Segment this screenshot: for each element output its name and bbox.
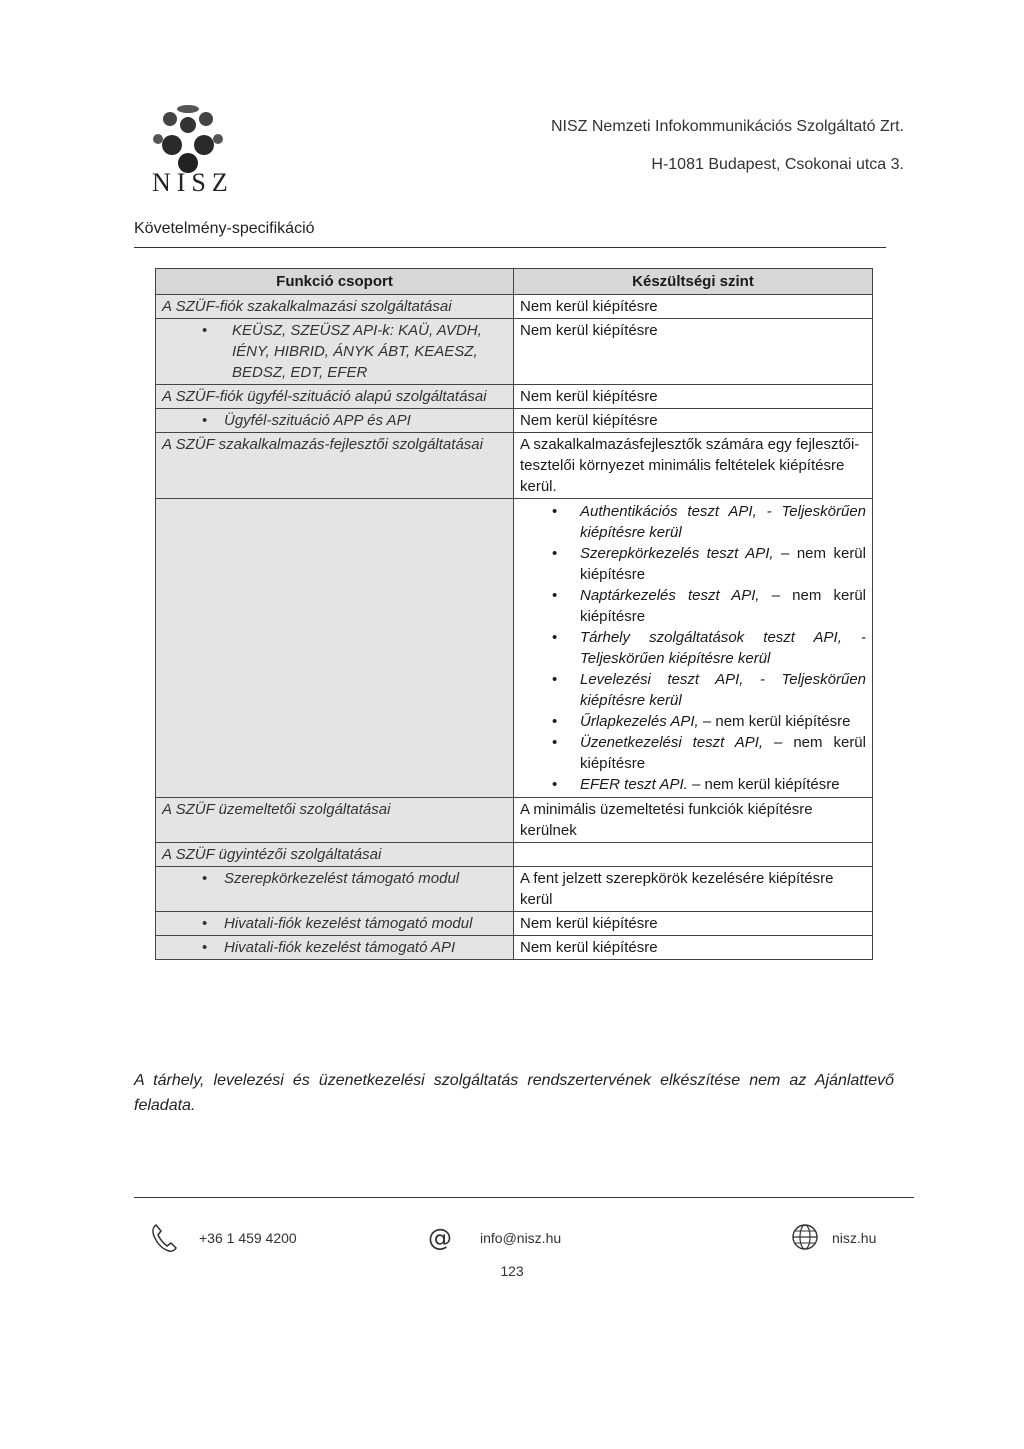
row-label: A SZÜF üzemeltetői szolgáltatásai	[156, 798, 514, 843]
table-row	[156, 319, 873, 385]
list-item: • Naptárkezelés teszt API, – nem kerül kiépítésre	[520, 585, 866, 627]
list-item: • Űrlapkezelés API, – nem kerül kiépítésre	[520, 711, 866, 732]
row-label	[156, 409, 514, 433]
table-row	[156, 295, 873, 319]
list-item: • Tárhely szolgáltatások teszt API, - Teljeskörűen kiépítésre kerül	[520, 627, 866, 669]
table-row	[156, 843, 873, 867]
table-row	[156, 798, 873, 843]
table-row	[156, 499, 873, 798]
footnote-text: A tárhely, levelezési és üzenetkezelési szolgáltatás rendszertervének elkészítése nem az Ajánlattevő feladata.	[134, 1072, 894, 1114]
list-item: • EFER teszt API. – nem kerül kiépítésre	[520, 774, 866, 795]
list-item: • Authentikációs teszt API, - Teljeskörűen kiépítésre kerül	[520, 501, 866, 543]
row-status: A minimális üzemeltetési funkciók kiépítésre kerülnek	[514, 798, 873, 843]
table-header-row	[156, 269, 873, 295]
row-label-empty	[156, 499, 514, 798]
list-item: • Levelezési teszt API, - Teljeskörűen kiépítésre kerül	[520, 669, 866, 711]
row-label	[156, 867, 514, 912]
row-label: A SZÜF-fiók szakalkalmazási szolgáltatásai	[156, 295, 514, 319]
organization-name: NISZ Nemzeti Infokommunikációs Szolgáltató Zrt.	[550, 118, 904, 135]
footer-phone[interactable]: +36 1 459 4200	[199, 1230, 297, 1246]
table-row	[156, 936, 873, 960]
row-label-bullet: • KEÜSZ, SZEÜSZ API-k: KAÜ, AVDH, IÉNY, HIBRID, ÁNYK ÁBT, KEAESZ, BEDSZ, EDT, EFER	[162, 320, 507, 383]
row-status: Nem kerül kiépítésre	[514, 385, 873, 409]
row-status: A szakalkalmazásfejlesztők számára egy fejlesztői-tesztelői környezet minimális feltételek kiépítésre kerül.	[514, 433, 873, 499]
row-status-empty	[514, 843, 873, 867]
footer-email[interactable]: info@nisz.hu	[480, 1230, 562, 1246]
table-row	[156, 867, 873, 912]
footer-website[interactable]: nisz.hu	[832, 1230, 877, 1246]
at-icon: @	[428, 1224, 452, 1252]
column-header-function-group: Funkció csoport	[156, 269, 514, 295]
row-status-list	[514, 499, 873, 798]
row-label-bullet: • Hivatali-fiók kezelést támogató API	[162, 937, 507, 958]
table-row	[156, 433, 873, 499]
row-status: Nem kerül kiépítésre	[514, 295, 873, 319]
row-label: A SZÜF szakalkalmazás-fejlesztői szolgáltatásai	[156, 433, 514, 499]
page-number: 123	[500, 1263, 524, 1279]
row-status: Nem kerül kiépítésre	[514, 409, 873, 433]
row-status: Nem kerül kiépítésre	[514, 319, 873, 385]
row-label-bullet: • Ügyfél-szituáció APP és API	[162, 410, 507, 431]
list-item: • Üzenetkezelési teszt API, – nem kerül kiépítésre	[520, 732, 866, 774]
row-label-bullet: • Hivatali-fiók kezelést támogató modul	[162, 913, 507, 934]
table-row	[156, 409, 873, 433]
table-row	[156, 385, 873, 409]
spec-table	[155, 268, 873, 960]
row-label: A SZÜF-fiók ügyfél-szituáció alapú szolgáltatásai	[156, 385, 514, 409]
row-label	[156, 319, 514, 385]
row-label	[156, 936, 514, 960]
header-divider	[134, 247, 886, 248]
row-status: A fent jelzett szerepkörök kezelésére kiépítésre kerül	[514, 867, 873, 912]
table-row	[156, 912, 873, 936]
list-item: • Szerepkörkezelés teszt API, – nem kerül kiépítésre	[520, 543, 866, 585]
row-label: A SZÜF ügyintézői szolgáltatásai	[156, 843, 514, 867]
footer-divider	[134, 1197, 914, 1198]
globe-icon	[790, 1222, 820, 1252]
row-status: Nem kerül kiépítésre	[514, 912, 873, 936]
phone-icon	[150, 1222, 178, 1254]
organization-address: H-1081 Budapest, Csokonai utca 3.	[651, 156, 904, 173]
document-title: Követelmény-specifikáció	[134, 220, 315, 237]
row-status: Nem kerül kiépítésre	[514, 936, 873, 960]
row-label	[156, 912, 514, 936]
row-label-bullet: • Szerepkörkezelést támogató modul	[162, 868, 507, 889]
column-header-readiness: Készültségi szint	[514, 269, 873, 295]
logo-wordmark: NISZ	[152, 168, 234, 197]
